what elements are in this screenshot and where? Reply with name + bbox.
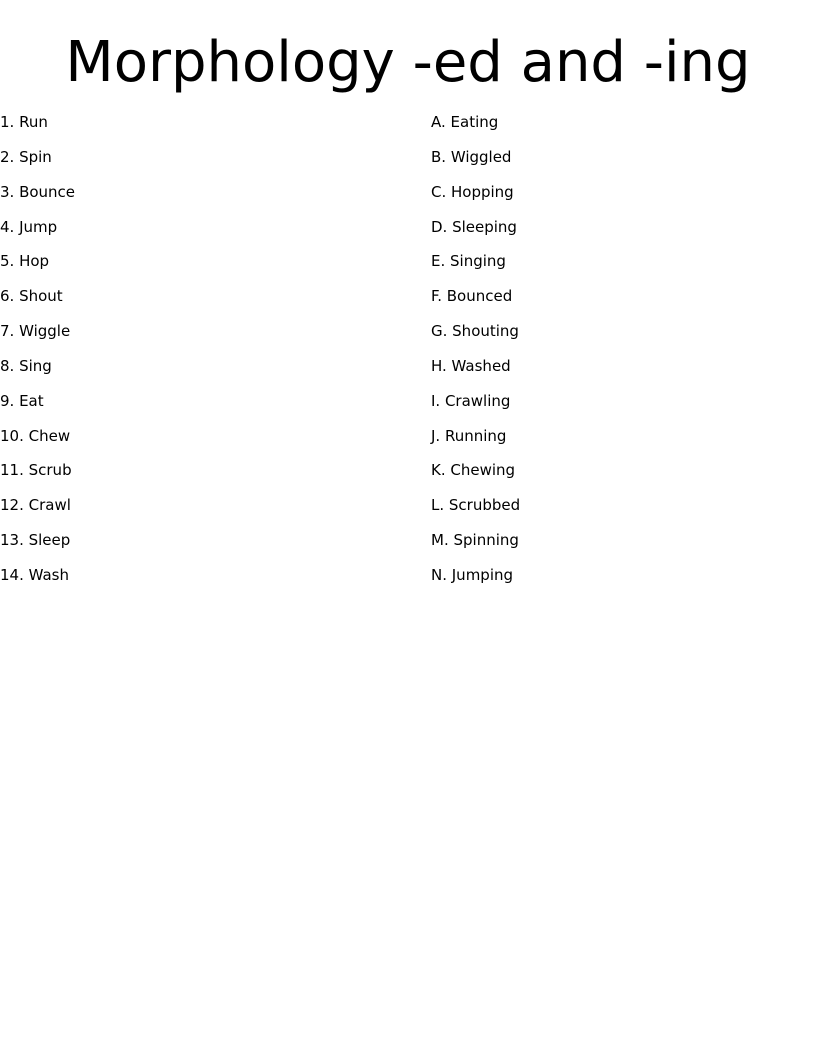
list-item: F. Bounced: [431, 287, 513, 306]
list-item: I. Crawling: [431, 391, 511, 410]
list-item: 5. Hop: [0, 252, 50, 271]
base-word-list: [0, 110, 400, 598]
list-item: A. Eating: [431, 113, 499, 131]
list-item: 4. Jump: [0, 217, 58, 236]
list-item: 9. Eat: [0, 391, 44, 410]
list-item: 11. Scrub: [0, 461, 72, 480]
list-item: 8. Sing: [0, 356, 52, 375]
list-item: D. Sleeping: [431, 217, 517, 236]
list-item: C. Hopping: [431, 182, 514, 201]
page-title: Morphology -ed and -ing: [65, 30, 751, 95]
list-item: 3. Bounce: [0, 182, 76, 201]
list-item: 1. Run: [0, 113, 48, 131]
list-item: J. Running: [431, 426, 507, 445]
list-item: M. Spinning: [431, 531, 519, 550]
list-item: 13. Sleep: [0, 531, 71, 550]
list-item: L. Scrubbed: [431, 496, 521, 515]
list-item: K. Chewing: [431, 461, 516, 480]
inflected-word-list: [431, 110, 811, 598]
list-item: 2. Spin: [0, 147, 52, 166]
list-item: 10. Chew: [0, 426, 71, 445]
list-item: B. Wiggled: [431, 147, 512, 166]
list-item: H. Washed: [431, 356, 511, 375]
list-item: 12. Crawl: [0, 496, 71, 515]
list-item: 6. Shout: [0, 287, 63, 306]
list-item: E. Singing: [431, 252, 506, 271]
list-item: 14. Wash: [0, 565, 70, 584]
list-item: 7. Wiggle: [0, 322, 71, 341]
list-item: G. Shouting: [431, 322, 519, 341]
list-item: N. Jumping: [431, 565, 514, 584]
